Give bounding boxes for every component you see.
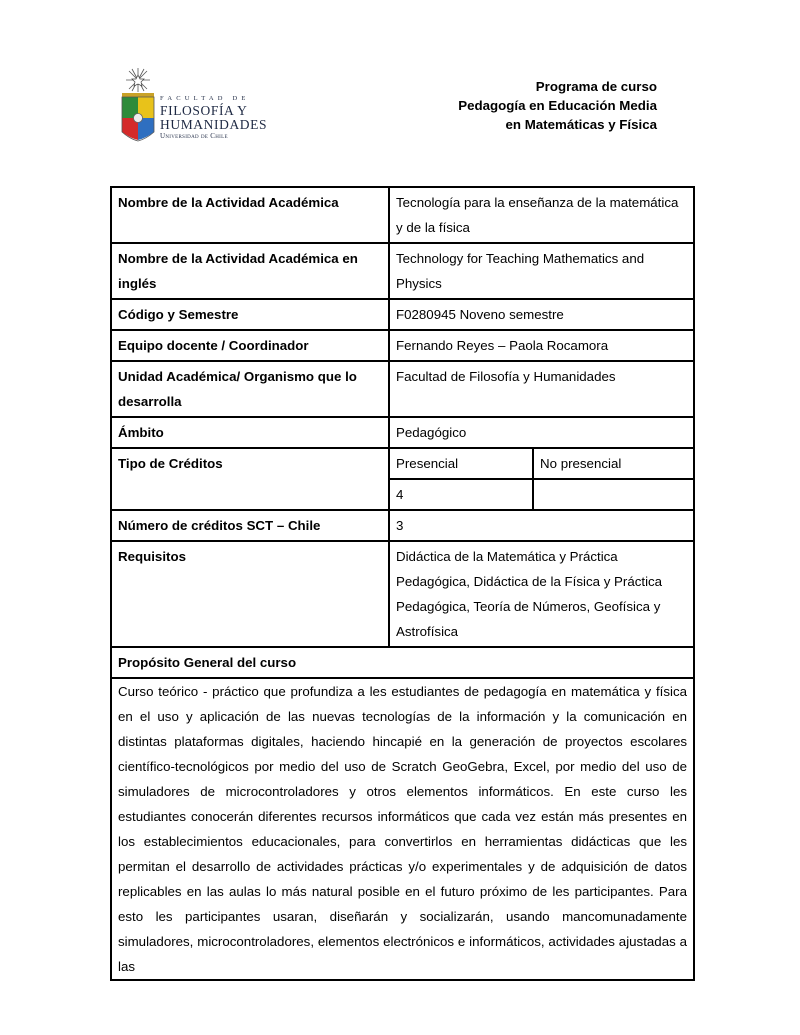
document-header-title xyxy=(458,77,657,134)
row-label: Tipo de Créditos xyxy=(111,448,389,510)
header-title-line: Pedagogía en Educación Media xyxy=(458,98,657,113)
row-value: Tecnología para la enseñanza de la matemática y de la física xyxy=(389,187,694,243)
row-label: Unidad Académica/ Organismo que lo desarrolla xyxy=(111,361,389,417)
row-value: Technology for Teaching Mathematics and Physics xyxy=(389,243,694,299)
table-row xyxy=(111,299,694,330)
credit-presencial-value: 4 xyxy=(389,479,533,510)
row-label: Ámbito xyxy=(111,417,389,448)
section-heading: Propósito General del curso xyxy=(111,647,694,678)
university-crest-icon xyxy=(118,66,158,144)
table-row xyxy=(111,187,694,243)
course-info-table xyxy=(110,186,695,981)
row-label: Requisitos xyxy=(111,541,389,647)
table-row xyxy=(111,330,694,361)
table-row-proposito-header xyxy=(111,647,694,678)
logo-line-2: FILOSOFÍA Y xyxy=(160,102,248,118)
row-value: Fernando Reyes – Paola Rocamora xyxy=(389,330,694,361)
faculty-logo xyxy=(118,66,268,144)
table-row-proposito-text xyxy=(111,678,694,980)
header-title-line: Programa de curso xyxy=(535,79,657,94)
row-label: Equipo docente / Coordinador xyxy=(111,330,389,361)
credit-no-presencial-value xyxy=(533,479,694,510)
row-label: Número de créditos SCT – Chile xyxy=(111,510,389,541)
table-row-creditos xyxy=(111,448,694,479)
row-label: Nombre de la Actividad Académica xyxy=(111,187,389,243)
row-label: Código y Semestre xyxy=(111,299,389,330)
table-row-sct xyxy=(111,510,694,541)
logo-line-3: HUMANIDADES xyxy=(160,117,268,132)
table-row xyxy=(111,417,694,448)
logo-line-4: Universidad de Chile xyxy=(160,131,228,140)
credit-presencial-header: Presencial xyxy=(389,448,533,479)
row-value: 3 xyxy=(389,510,694,541)
row-value: Didáctica de la Matemática y Práctica Pedagógica, Didáctica de la Física y Práctica Pedagógica, Teoría de Números, Geofísica y Astrofísica xyxy=(389,541,694,647)
course-purpose-text: Curso teórico - práctico que profundiza a les estudiantes de pedagogía en matemática y física en el uso y aplicación de las nuevas tecnologías de la información y la comunicación en distintas plataformas digitales, haciendo hincapié en la generación de proyectos escolares científico-tecnológicos por medio del uso de Scratch GeoGebra, Excel, por medio del uso de simuladores de microcontroladores y otros elementos informáticos. En este curso les estudiantes conocerán diferentes recursos informáticos que cada vez están más presentes en los establecimientos educacionales, para convertirlos en herramientas didácticas que les permitan el desarrollo de actividades prácticas y/o experimentales y de adquisición de datos replicables en las aulas lo más natural posible en el futuro próximo de les participantes. Para esto les participantes usaran, diseñarán y socializarán, usando mancomunadamente simuladores, microcontroladores, elementos electrónicos e informáticos, actividades ajustadas a las xyxy=(111,678,694,980)
table-row-requisitos xyxy=(111,541,694,647)
row-value: Facultad de Filosofía y Humanidades xyxy=(389,361,694,417)
faculty-name xyxy=(160,96,267,140)
row-label: Nombre de la Actividad Académica en inglés xyxy=(111,243,389,299)
row-value: Pedagógico xyxy=(389,417,694,448)
table-row xyxy=(111,243,694,299)
row-value: F0280945 Noveno semestre xyxy=(389,299,694,330)
credit-no-presencial-header: No presencial xyxy=(533,448,694,479)
header-title-line: en Matemáticas y Física xyxy=(505,117,657,132)
table-row xyxy=(111,361,694,417)
logo-line-1: FACULTAD DE xyxy=(160,95,250,102)
